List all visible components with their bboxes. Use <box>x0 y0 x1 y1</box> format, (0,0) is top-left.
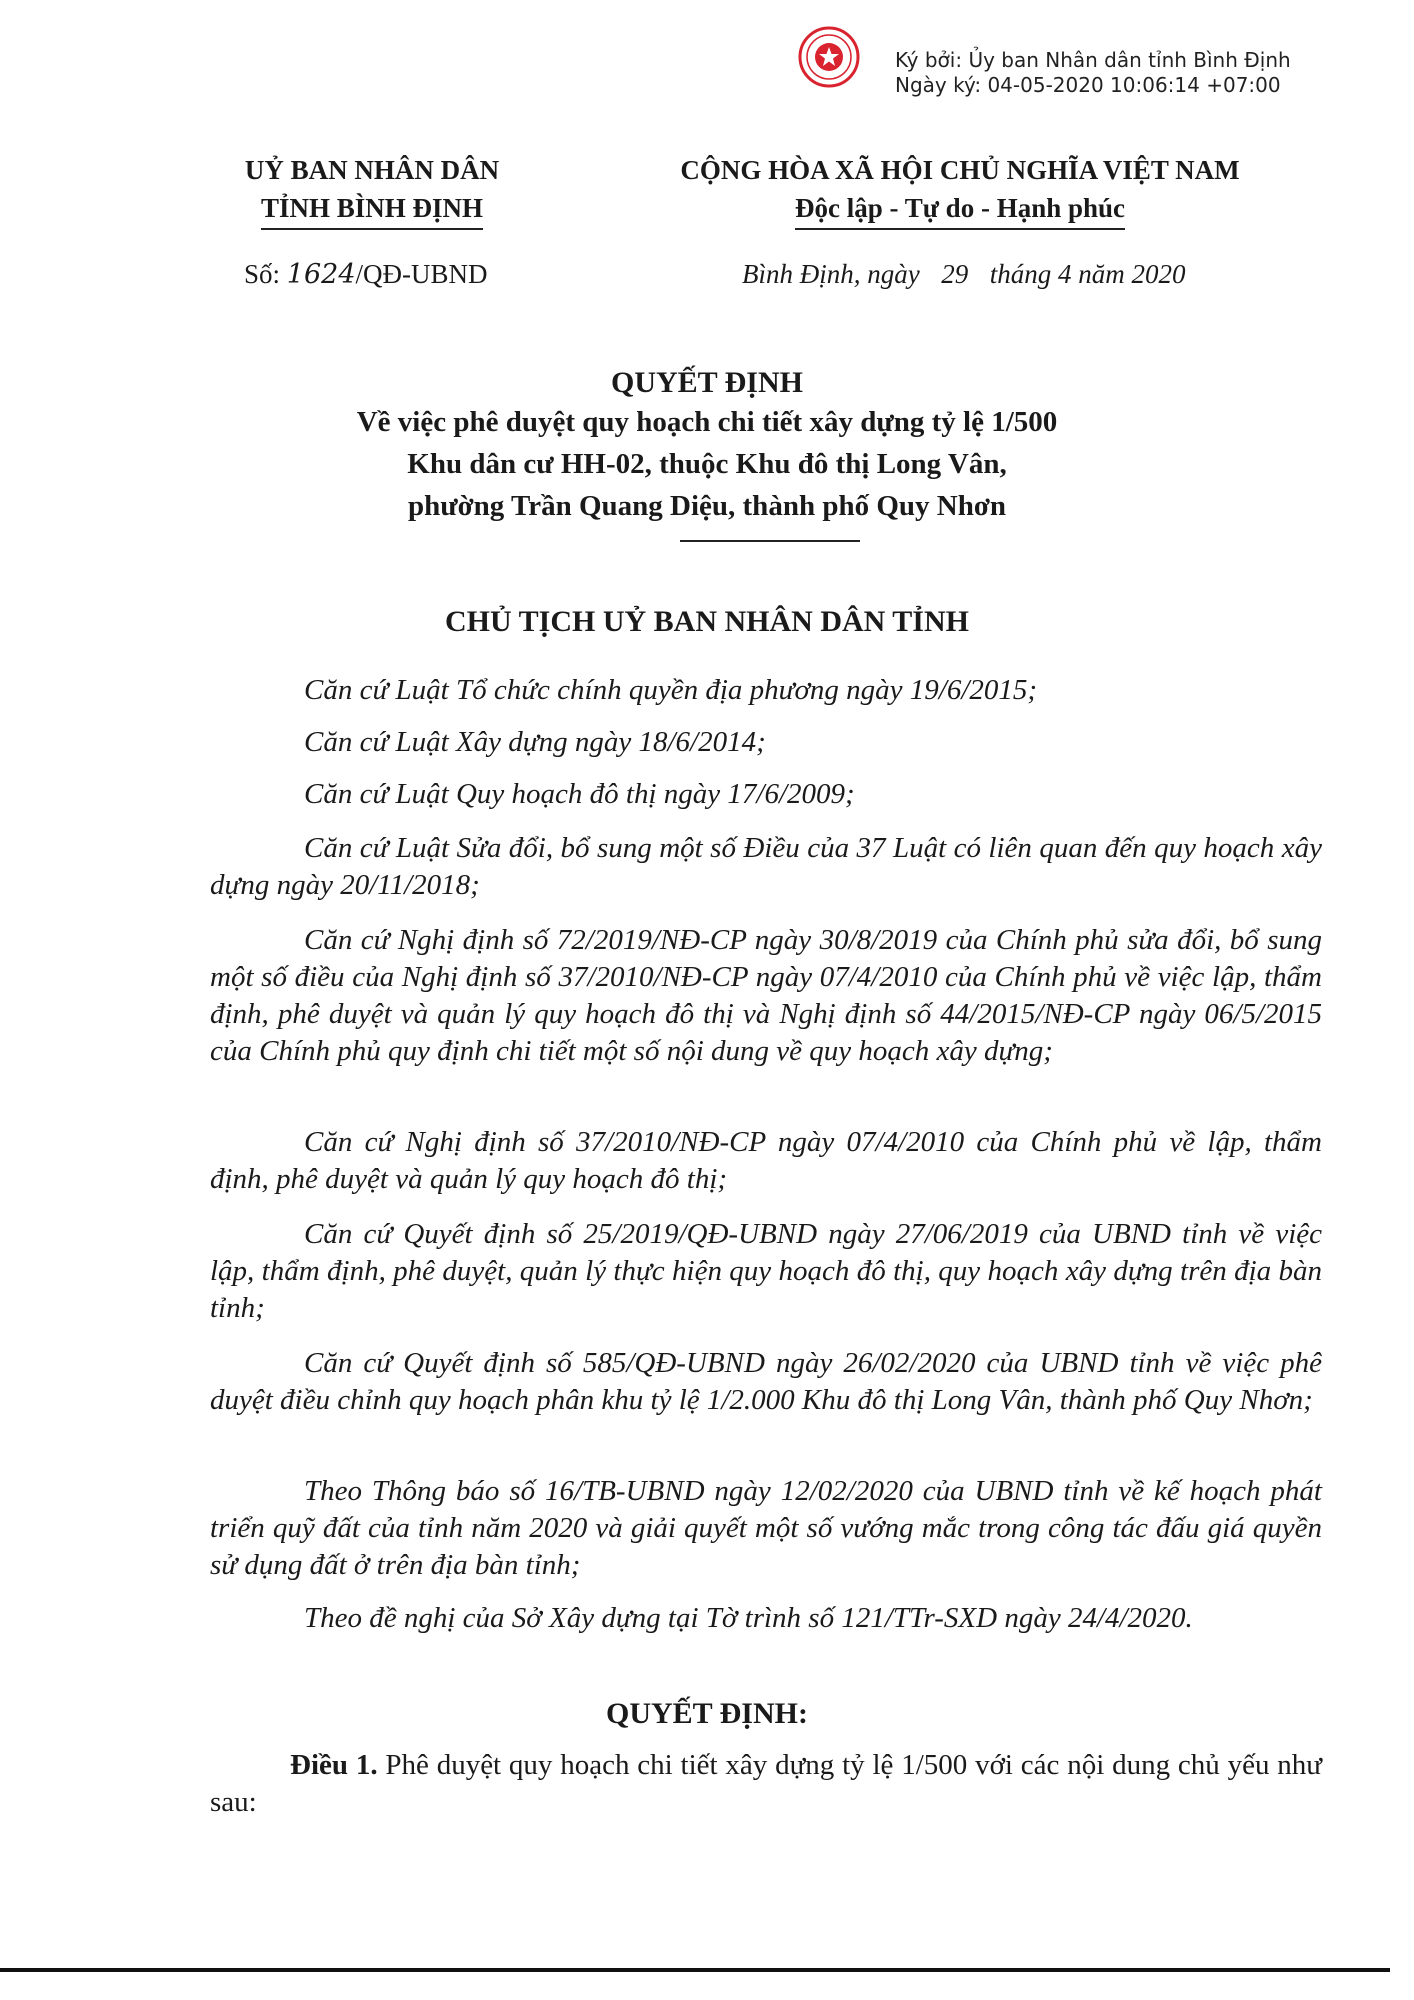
title-divider <box>680 540 860 542</box>
legal-basis-paragraph: Căn cứ Luật Tổ chức chính quyền địa phương ngày 19/6/2015; <box>304 674 1038 706</box>
date-day-handwritten: 29 <box>941 259 969 289</box>
article-1 <box>210 1747 1322 1821</box>
legal-basis-paragraph: Căn cứ Nghị định số 37/2010/NĐ-CP ngày 07/4/2010 của Chính phủ về lập, thẩm định, phê duyệt và quản lý quy hoạch đô thị; <box>210 1126 1322 1195</box>
doc-number-handwritten: 1624 <box>286 259 356 290</box>
date-prefix: Bình Định, ngày <box>742 259 920 289</box>
legal-basis-paragraph: Theo đề nghị của Sở Xây dựng tại Tờ trình số 121/TTr-SXD ngày 24/4/2020. <box>304 1602 1193 1634</box>
date-suffix: tháng 4 năm 2020 <box>989 259 1186 289</box>
legal-basis-paragraph: Căn cứ Quyết định số 585/QĐ-UBND ngày 26/02/2020 của UBND tỉnh về việc phê duyệt điều chỉnh quy hoạch phân khu tỷ lệ 1/2.000 Khu đô thị Long Vân, thành phố Quy Nhơn; <box>210 1347 1322 1416</box>
org-line-2: TỈNH BÌNH ĐỊNH <box>261 189 483 230</box>
legal-basis-paragraph: Căn cứ Luật Quy hoạch đô thị ngày 17/6/2009; <box>304 778 855 810</box>
signed-date: Ngày ký: 04-05-2020 10:06:14 +07:00 <box>895 73 1281 97</box>
issue-date <box>742 259 1185 290</box>
nation-line-1: CỘNG HÒA XÃ HỘI CHỦ NGHĨA VIỆT NAM <box>680 155 1240 185</box>
page-bottom-rule <box>0 1968 1390 1972</box>
subject-line-3: phường Trần Quang Diệu, thành phố Quy Nhơn <box>407 490 1007 522</box>
org-line-1: UỶ BAN NHÂN DÂN <box>244 155 500 185</box>
authority-heading: CHỦ TỊCH UỶ BAN NHÂN DÂN TỈNH <box>445 605 969 638</box>
nation-line-2: Độc lập - Tự do - Hạnh phúc <box>795 189 1125 230</box>
document-type: QUYẾT ĐỊNH <box>611 366 803 399</box>
legal-basis-paragraph: Căn cứ Nghị định số 72/2019/NĐ-CP ngày 30/8/2019 của Chính phủ sửa đổi, bổ sung một số điều của Nghị định số 37/2010/NĐ-CP ngày 07/4/2010 của Chính phủ về việc lập, thẩm định, phê duyệt và quản lý quy hoạch đô thị và Nghị định số 44/2015/NĐ-CP ngày 06/5/2015 của Chính phủ quy định chi tiết một số nội dung về quy hoạch xây dựng; <box>210 924 1322 1067</box>
issuing-authority <box>222 151 522 230</box>
article-1-label: Điều 1. <box>290 1749 378 1781</box>
subject-line-1: Về việc phê duyệt quy hoạch chi tiết xây dựng tỷ lệ 1/500 <box>356 406 1058 438</box>
legal-basis-paragraph: Căn cứ Luật Sửa đổi, bổ sung một số Điều của 37 Luật có liên quan đến quy hoạch xây dựng ngày 20/11/2018; <box>210 832 1322 901</box>
article-1-text: Phê duyệt quy hoạch chi tiết xây dựng tỷ lệ 1/500 với các nội dung chủ yếu như sau: <box>210 1749 1322 1818</box>
legal-basis-paragraph: Căn cứ Luật Xây dựng ngày 18/6/2014; <box>304 726 766 758</box>
signed-by: Ký bởi: Ủy ban Nhân dân tỉnh Bình Định <box>895 48 1291 72</box>
digital-signature-info <box>895 48 1291 98</box>
national-motto <box>630 151 1290 230</box>
subject-line-2: Khu dân cư HH-02, thuộc Khu đô thị Long Vân, <box>407 448 1007 480</box>
legal-basis-paragraph: Theo Thông báo số 16/TB-UBND ngày 12/02/2020 của UBND tỉnh về kế hoạch phát triển quỹ đất của tỉnh năm 2020 và giải quyết một số vướng mắc trong công tác đấu giá quyền sử dụng đất ở trên địa bàn tỉnh; <box>210 1475 1322 1581</box>
provincial-seal-icon <box>798 26 860 88</box>
document-number <box>244 259 488 290</box>
legal-basis-paragraph: Căn cứ Quyết định số 25/2019/QĐ-UBND ngày 27/06/2019 của UBND tỉnh về việc lập, thẩm định, phê duyệt, quản lý thực hiện quy hoạch đô thị, quy hoạch xây dựng trên địa bàn tỉnh; <box>210 1218 1322 1324</box>
doc-number-suffix: /QĐ-UBND <box>355 259 488 289</box>
decision-heading: QUYẾT ĐỊNH: <box>606 1697 808 1730</box>
doc-number-prefix: Số: <box>244 259 287 289</box>
